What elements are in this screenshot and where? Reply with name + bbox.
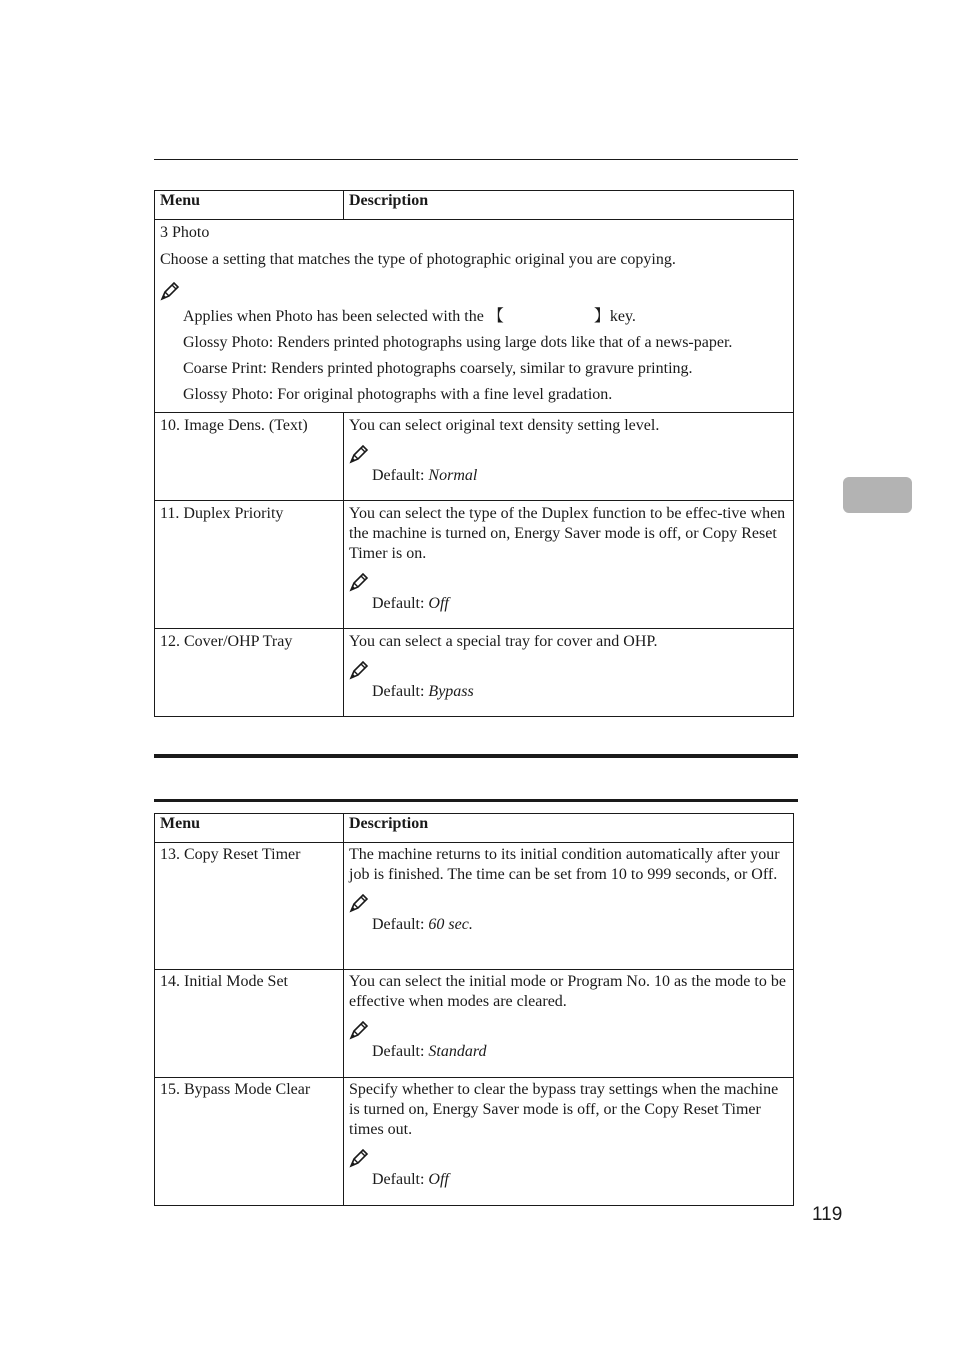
default-setting: Default: Off: [372, 595, 449, 612]
menu-cell: 15. Bypass Mode Clear: [155, 1078, 344, 1206]
pencil-note-icon: [349, 1148, 788, 1170]
applies-note: Applies when Photo has been selected with the 【 】key.: [183, 308, 636, 325]
section-divider: [154, 799, 798, 802]
table-row: [155, 413, 794, 501]
pencil-note-icon: [160, 281, 788, 303]
coarse-print-note: Coarse Print: Renders printed photographs coarsely, similar to gravure printing.: [183, 360, 693, 377]
default-setting: Default: Standard: [372, 1043, 487, 1060]
chapter-thumb-tab: [843, 477, 912, 513]
pencil-note-icon: [349, 1020, 788, 1042]
table-row: [155, 629, 794, 717]
photo-section-row: [155, 220, 794, 413]
table-row: [155, 1078, 794, 1206]
description-text: The machine returns to its initial condition automatically after your job is finished. The time can be set from 10 to 999 seconds, or Off.: [349, 846, 780, 883]
menu-cell: 14. Initial Mode Set: [155, 970, 344, 1078]
description-text: You can select the initial mode or Program No. 10 as the mode to be effective when modes are cleared.: [349, 973, 786, 1010]
glossy-photo-note-1: Glossy Photo: Renders printed photographs using large dots like that of a news-paper.: [183, 334, 733, 351]
menu-cell: 13. Copy Reset Timer: [155, 843, 344, 970]
menu-cell: 12. Cover/OHP Tray: [155, 629, 344, 717]
description-text: You can select a special tray for cover and OHP.: [349, 633, 658, 650]
settings-table-2: [154, 813, 794, 1206]
description-text: You can select original text density setting level.: [349, 417, 660, 434]
menu-column-header: Menu: [155, 814, 344, 843]
table-row: [155, 843, 794, 970]
photo-section-intro: Choose a setting that matches the type of photographic original you are copying.: [160, 251, 676, 268]
description-column-header: Description: [344, 814, 794, 843]
default-setting: Default: 60 sec.: [372, 916, 473, 933]
key-bracket-open: 【: [487, 308, 504, 325]
settings-table-1: [154, 190, 794, 717]
pencil-note-icon: [349, 444, 788, 466]
menu-column-header: Menu: [155, 191, 344, 220]
photo-section-title: 3 Photo: [160, 224, 210, 241]
default-setting: Default: Bypass: [372, 683, 474, 700]
pencil-note-icon: [349, 893, 788, 915]
table-header-row: [155, 814, 794, 843]
menu-cell: 11. Duplex Priority: [155, 501, 344, 629]
menu-cell: 10. Image Dens. (Text): [155, 413, 344, 501]
section-divider: [154, 754, 798, 758]
description-text: Specify whether to clear the bypass tray settings when the machine is turned on, Energy Saver mode is off, or the Copy Reset Timer times out.: [349, 1081, 779, 1138]
description-column-header: Description: [344, 191, 794, 220]
pencil-note-icon: [349, 572, 788, 594]
default-setting: Default: Normal: [372, 467, 478, 484]
table-row: [155, 501, 794, 629]
table-header-row: [155, 191, 794, 220]
glossy-photo-note-2: Glossy Photo: For original photographs with a fine level gradation.: [183, 386, 613, 403]
page-number: 119: [812, 1204, 843, 1225]
default-setting: Default: Off: [372, 1171, 449, 1188]
description-text: You can select the type of the Duplex function to be effec-tive when the machine is turned on, Energy Saver mode is off, or Copy Reset Timer is on.: [349, 505, 786, 562]
table-row: [155, 970, 794, 1078]
top-rule: [154, 159, 798, 160]
pencil-note-icon: [349, 660, 788, 682]
key-bracket-close: 】: [593, 308, 610, 325]
